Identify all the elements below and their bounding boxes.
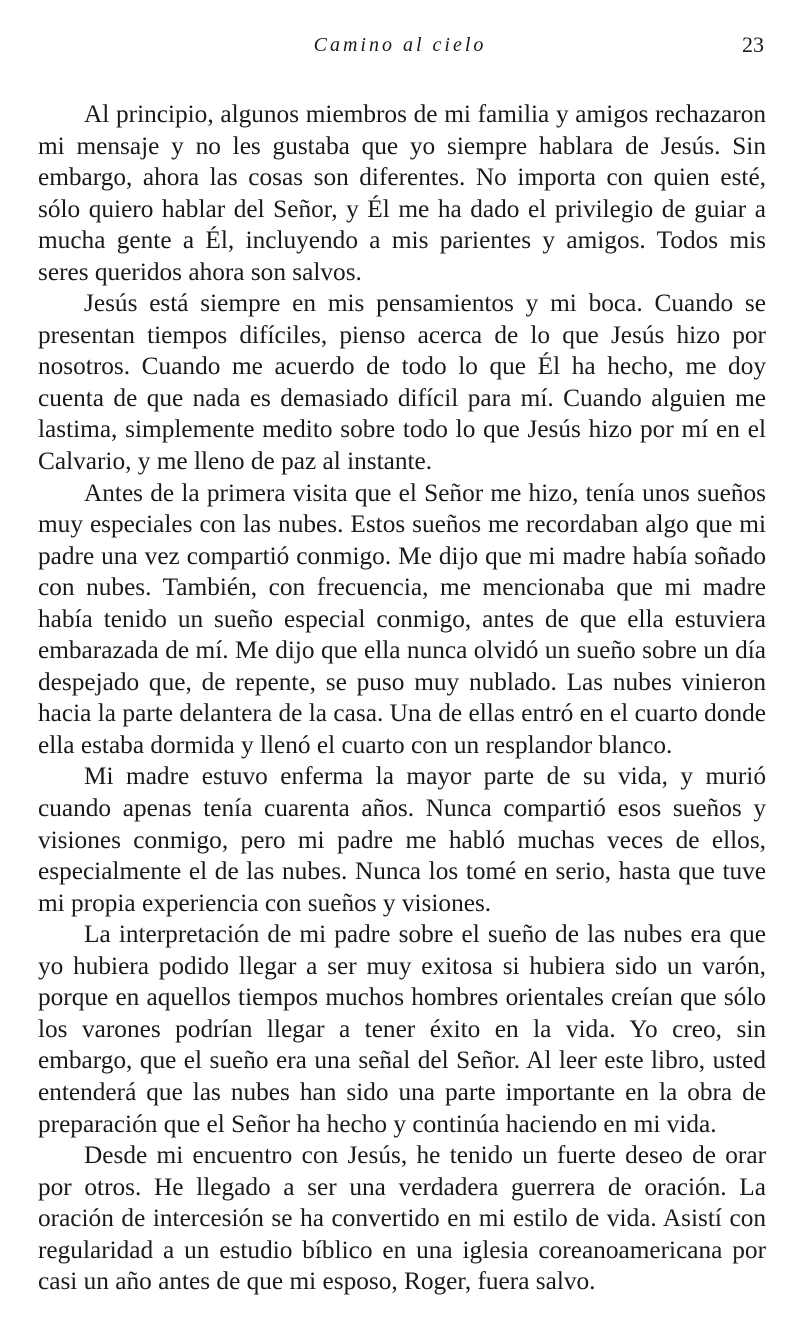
paragraph-3: Antes de la primera visita que el Señor me hizo, tenía unos sueños muy especiales con las nubes. Estos sueños me recordaban algo que mi padre una vez compartió conmigo. Me dijo que mi madre había soñado con nubes. También, con frecuencia, me mencionaba que mi madre había tenido un sueño especial conmigo, antes de que ella estuviera embarazada de mí. Me dijo que ella nunca olvidó un sueño sobre un día despejado que, de repente, se puso muy nublado. Las nubes vinieron hacia la parte delantera de la casa. Una de ellas entró en el cuarto donde ella estaba dormida y llenó el cuarto con un resplandor blanco.: [38, 478, 766, 759]
paragraph-1: Al principio, algunos miembros de mi familia y amigos rechazaron mi mensaje y no les gustaba que yo siempre hablara de Jesús. Sin embargo, ahora las cosas son diferentes. No importa con quien esté, sólo quiero hablar del Señor, y Él me ha dado el privilegio de guiar a mucha gente a Él, incluyendo a mis parientes y amigos. Todos mis seres queridos ahora son salvos.: [38, 100, 766, 286]
page-number: 23: [742, 32, 764, 57]
paragraph-5: La interpretación de mi padre sobre el sueño de las nubes era que yo hubiera podido llegar a ser muy exitosa si hubiera sido un varón, porque en aquellos tiempos muchos hombres orientales creían que sólo los varones podrían llegar a tener éxito en la vida. Yo creo, sin embargo, que el sueño era una señal del Señor. Al leer este libro, usted entenderá que las nubes han sido una parte importante en la obra de preparación que el Señor ha hecho y continúa haciendo en mi vida.: [38, 920, 766, 1138]
paragraph-6: Desde mi encuentro con Jesús, he tenido un fuerte deseo de orar por otros. He llegado a ser una verdadera guerrera de oración. La oración de intercesión se ha convertido en mi estilo de vida. Asistí con regularidad a un estudio bíblico en una iglesia coreanoamericana por casi un año antes de que mi esposo, Roger, fuera salvo.: [38, 1141, 766, 1296]
running-title: Camino al cielo: [313, 34, 487, 56]
running-header: [0, 32, 800, 62]
paragraph-2: Jesús está siempre en mis pensamientos y mi boca. Cuando se presentan tiempos difíciles, pienso acerca de lo que Jesús hizo por nosotros. Cuando me acuerdo de todo lo que Él ha hecho, me doy cuenta de que nada es demasiado difícil para mí. Cuando alguien me lastima, simplemente medito sobre todo lo que Jesús hizo por mí en el Calvario, y me lleno de paz al instante.: [38, 289, 766, 476]
paragraph-4: Mi madre estuvo enferma la mayor parte de su vida, y murió cuando apenas tenía cuarenta años. Nunca compartió esos sueños y visiones conmigo, pero mi padre me habló muchas veces de ellos, especialmente el de las nubes. Nunca los tomé en serio, hasta que tuve mi propia experiencia con sueños y visiones.: [38, 762, 766, 917]
body-text: [38, 99, 766, 1298]
